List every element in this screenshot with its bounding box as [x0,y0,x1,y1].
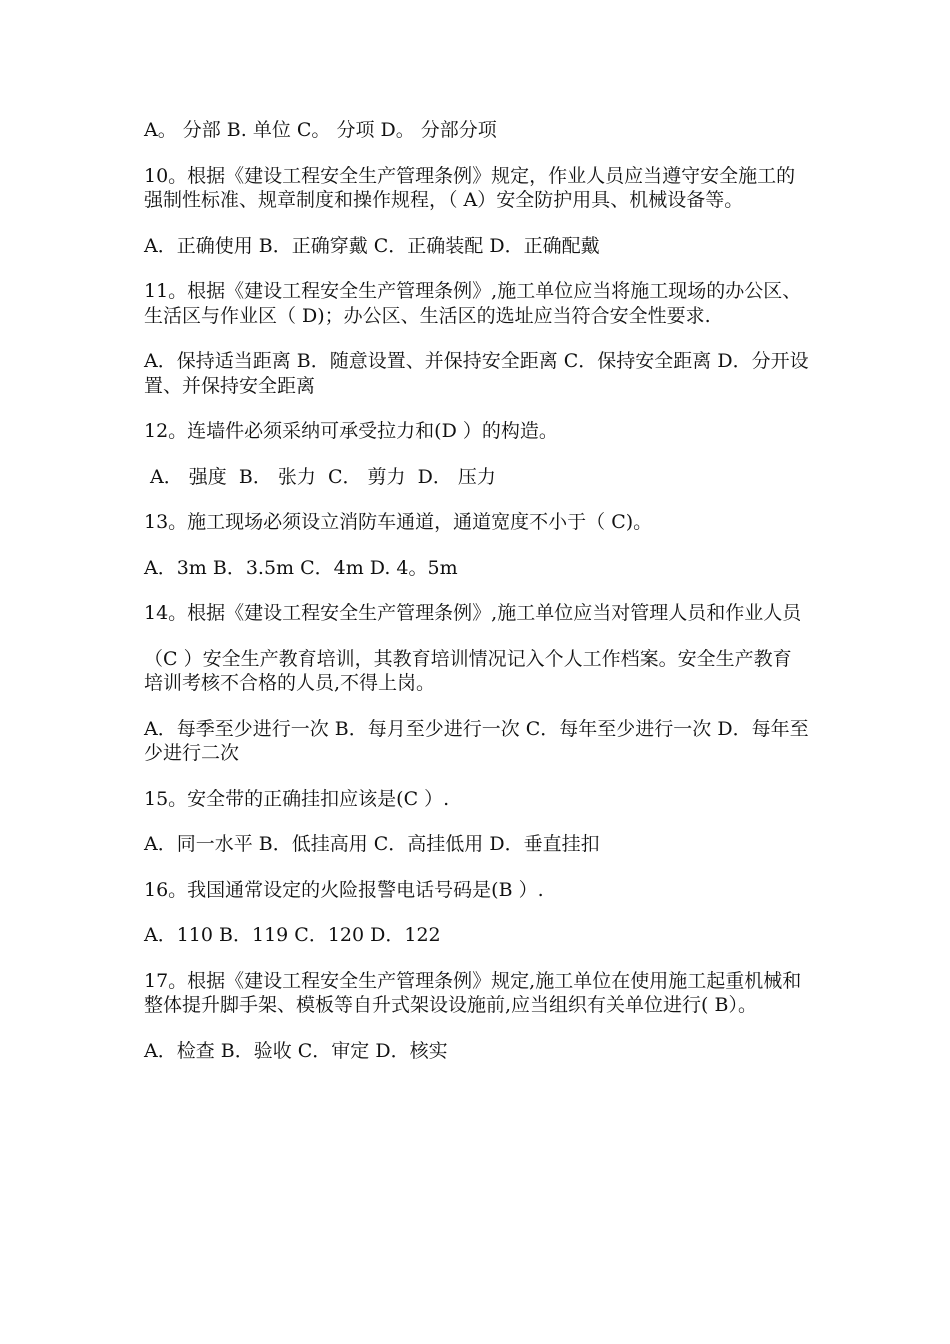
q11-options: A．保持适当距离 B．随意设置、并保持安全距离 C．保持安全距离 D．分开设置、并保持安全距离 [144,350,809,397]
q15-options: A．同一水平 B．低挂高用 C．高挂低用 D．垂直挂扣 [144,833,600,855]
q16-question: 16。我国通常设定的火险报警电话号码是(B ）. [144,878,544,901]
q9-options: A。 分部 B. 单位 C。 分项 D。 分部分项 [144,119,497,141]
q16-options: A．110 B．119 C．120 D．122 [144,924,441,946]
q14-question: 14。根据《建设工程安全生产管理条例》,施工单位应当对管理人员和作业人员 [144,602,802,624]
q10-options: A．正确使用 B．正确穿戴 C．正确装配 D．正确配戴 [144,234,600,257]
q15-question: 15。安全带的正确挂扣应该是(C ）. [144,787,450,810]
q10-question: 10。根据《建设工程安全生产管理条例》规定，作业人员应当遵守安全施工的强制性标准、规章制度和操作规程，（ A）安全防护用具、机械设备等。 [144,164,796,211]
q12-options: A． 强度 B． 张力 C． 剪力 D． 压力 [144,465,496,488]
q13-options: A．3m B．3.5m C．4m D. 4。5m [144,556,458,579]
q13-question: 13。施工现场必须设立消防车通道，通道宽度不小于（ C)。 [144,511,653,533]
q17-question: 17。根据《建设工程安全生产管理条例》规定,施工单位在使用施工起重机械和整体提升脚手架、模板等自升式架设设施前,应当组织有关单位进行( B）。 [144,969,802,1016]
document-page [144,118,809,1084]
q12-question: 12。连墙件必须采纳可承受拉力和(D ）的构造。 [144,420,558,442]
q17-options: A．检查 B．验收 C．审定 D．核实 [144,1039,448,1062]
q14-options: A．每季至少进行一次 B．每月至少进行一次 C．每年至少进行一次 D．每年至少进行二次 [144,717,809,764]
q14-question-continued: （C ）安全生产教育培训，其教育培训情况记入个人工作档案。安全生产教育培训考核不合格的人员,不得上岗。 [144,647,792,694]
q11-question: 11。根据《建设工程安全生产管理条例》,施工单位应当将施工现场的办公区、生活区与作业区（ D)；办公区、生活区的选址应当符合安全性要求. [144,280,802,327]
